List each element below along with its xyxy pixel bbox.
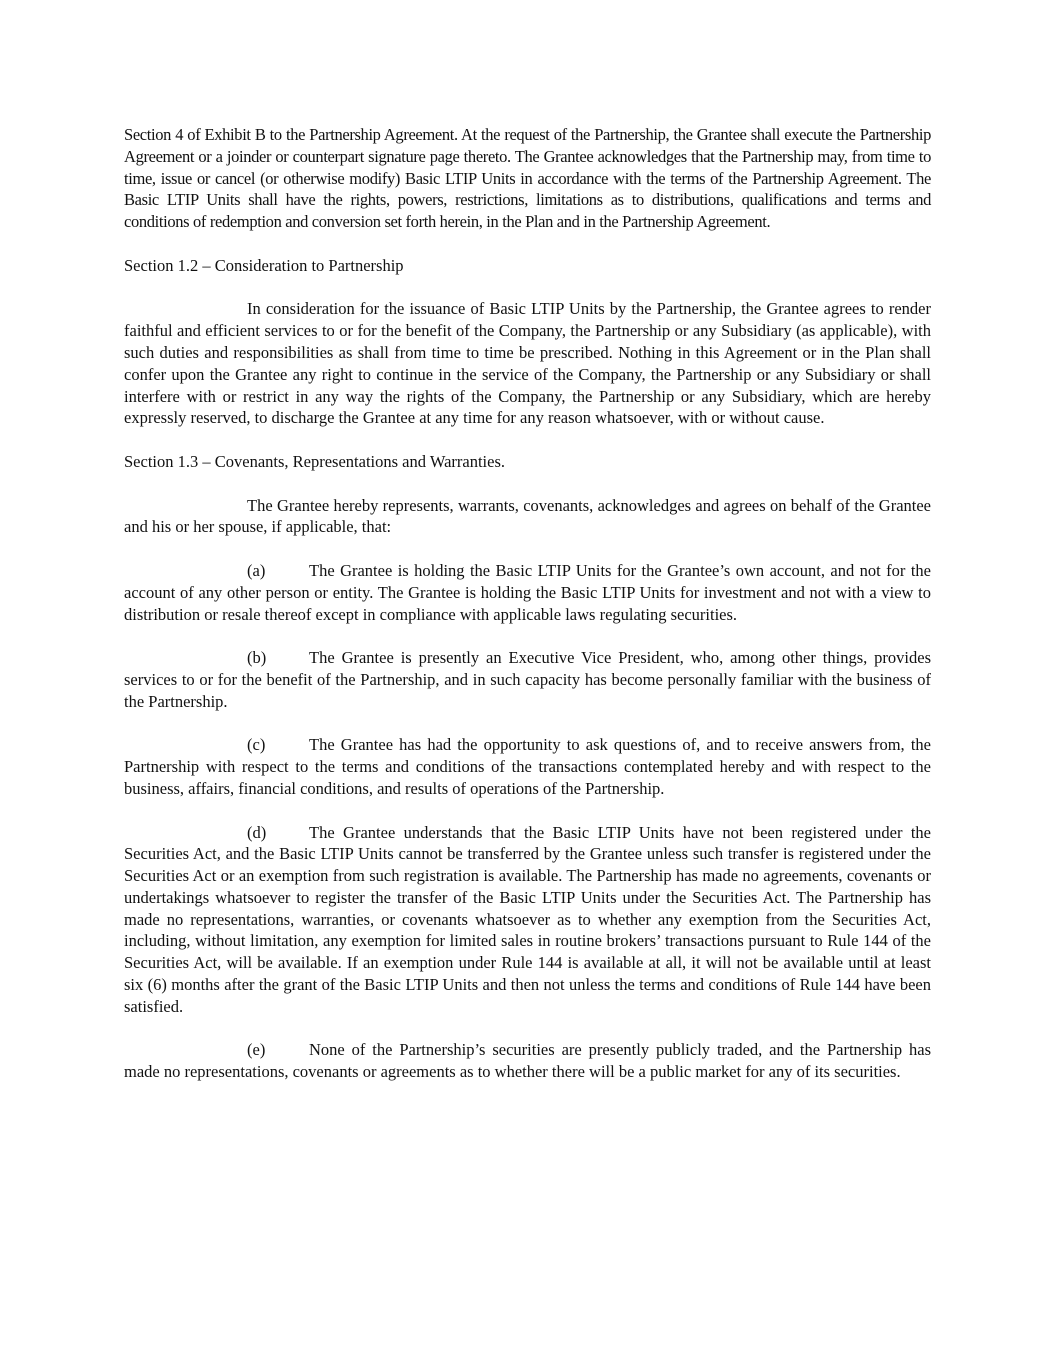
item-text: The Grantee is holding the Basic LTIP Units for the Grantee’s own account, and not for the account of any other person or entity. The Grantee is holding the Basic LTIP Units for investment and not with a view to distribution or resale thereof except in compliance with applicable laws regulating securities. bbox=[124, 560, 931, 624]
item-text: The Grantee has had the opportunity to ask questions of, and to receive answers from, the Partnership with respect to the terms and conditions of the transactions contemplated hereby and with respect to the business, affairs, financial conditions, and results of operations of the Partnership. bbox=[124, 735, 931, 798]
item-label: (a) bbox=[247, 560, 266, 580]
document-page bbox=[124, 124, 931, 1105]
section-1-2-body bbox=[124, 298, 931, 429]
section-1-3-heading: Section 1.3 – Covenants, Representations and Warranties. bbox=[124, 451, 505, 471]
list-item-a bbox=[124, 560, 931, 625]
item-label: (e) bbox=[247, 1040, 266, 1060]
section-1-2-body-text: In consideration for the issuance of Basic LTIP Units by the Partnership, the Grantee agrees to render faithful and efficient services to or for the benefit of the Company, the Partnership or any Subsidiary (as applicable), with such duties and responsibilities as shall from time to time be prescribed. Nothing in this Agreement or in the Plan shall confer upon the Grantee any right to continue in the service of the Company, the Partnership or any Subsidiary or shall interfere with or restrict in any way the rights of the Company, the Partnership or any Subsidiary, which are hereby expressly reserved, to discharge the Grantee at any time for any reason whatsoever, with or without cause. bbox=[124, 299, 931, 428]
item-text: The Grantee is presently an Executive Vice President, who, among other things, provides services to or for the benefit of the Partnership, and in such capacity has become personally familiar with the business of the Partnership. bbox=[124, 648, 931, 711]
list-item-b bbox=[124, 647, 931, 712]
list-item-c bbox=[124, 734, 931, 799]
section-1-2-heading: Section 1.2 – Consideration to Partnership bbox=[124, 255, 404, 275]
item-label: (c) bbox=[247, 735, 266, 755]
list-item-d bbox=[124, 822, 931, 1018]
item-text: The Grantee understands that the Basic LTIP Units have not been registered under the Securities Act, and the Basic LTIP Units cannot be transferred by the Grantee unless such transfer is registered under the Securities Act or an exemption from such registration is available. The Partnership has made no agreements, covenants or undertakings whatsoever to register the transfer of the Basic LTIP Units under the Securities Act. The Partnership has made no representations, warranties, or covenants whatsoever as to whether any exemption from the Securities Act, including, without limitation, any exemption for limited sales in routine brokers’ transactions pursuant to Rule 144 of the Securities Act, will be available. If an exemption under Rule 144 is available at all, it will not be available until at least six (6) months after the grant of the Basic LTIP Units and then not unless the terms and conditions of Rule 144 have been satisfied. bbox=[124, 822, 931, 1016]
intro-paragraph: Section 4 of Exhibit B to the Partnership Agreement. At the request of the Partnership, the Grantee shall execute the Partnership Agreement or a joinder or counterpart signature page thereto. The Grantee acknowledges that the Partnership may, from time to time, issue or cancel (or otherwise modify) Basic LTIP Units in accordance with the terms of the Partnership Agreement. The Basic LTIP Units shall have the rights, powers, restrictions, limitations as to distributions, qualifications and terms and conditions of redemption and conversion set forth herein, in the Plan and in the Partnership Agreement. bbox=[124, 125, 931, 232]
section-1-3-intro bbox=[124, 495, 931, 539]
section-1-3-intro-text: The Grantee hereby represents, warrants, covenants, acknowledges and agrees on behalf of the Grantee and his or her spouse, if applicable, that: bbox=[124, 495, 931, 537]
item-text: None of the Partnership’s securities are presently publicly traded, and the Partnership has made no representations, covenants or agreements as to whether there will be a public market for any of its securities. bbox=[124, 1040, 931, 1082]
item-label: (d) bbox=[247, 822, 267, 842]
item-label: (b) bbox=[247, 648, 267, 668]
list-item-e bbox=[124, 1039, 931, 1083]
